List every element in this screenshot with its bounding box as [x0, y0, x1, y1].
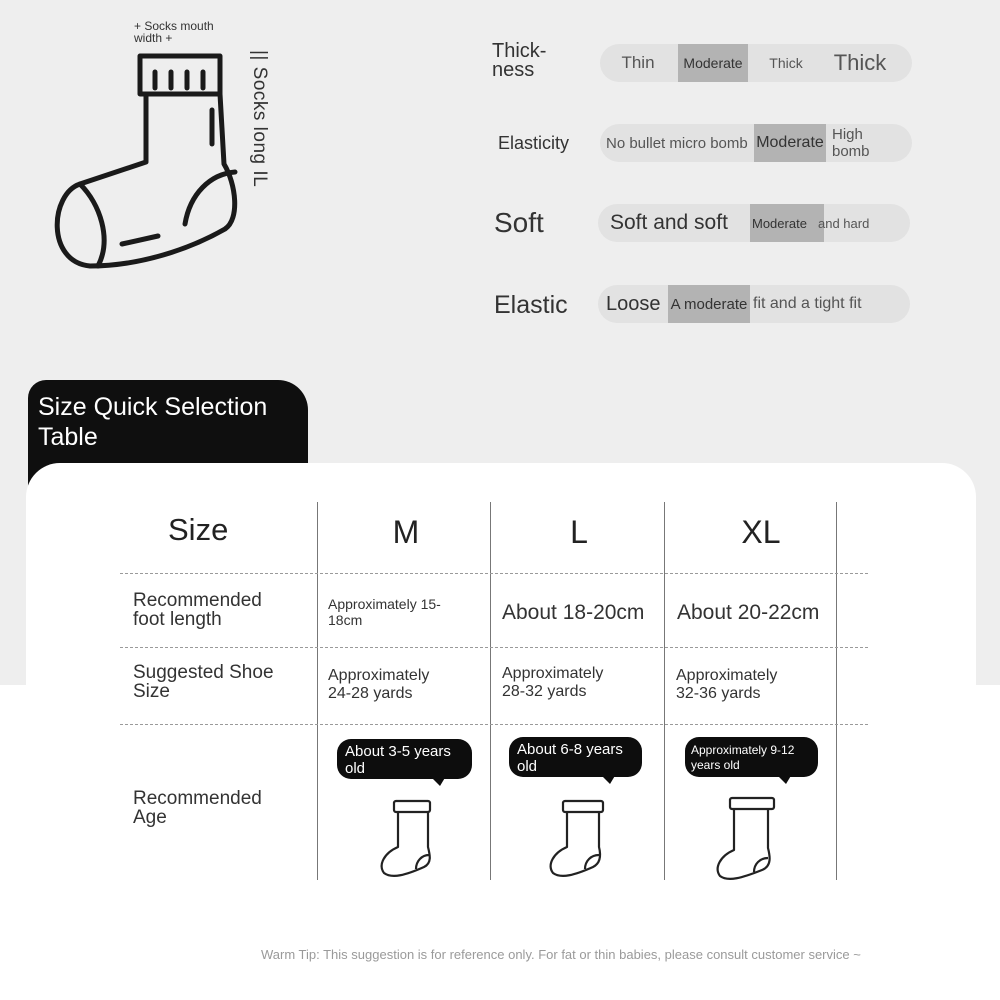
softness-scale: [598, 204, 910, 242]
elasticity-scale: [600, 124, 912, 162]
table-divider: [664, 502, 665, 880]
warm-tip-note: Warm Tip: This suggestion is for reference only. For fat or thin babies, please consult customer service ~: [261, 947, 861, 962]
sock-mouth-width-label: [134, 20, 214, 44]
foot-length-xl: About 20-22cm: [677, 601, 820, 624]
elasticity-option-low: No bullet micro bomb: [606, 134, 748, 152]
foot-length-l: About 18-20cm: [502, 601, 645, 624]
section-title-line2: Table: [38, 423, 98, 451]
shoe-size-l-line2: 28-32 yards: [502, 683, 587, 700]
foot-length-m: Approximately 15-18cm: [328, 596, 441, 628]
shoe-size-xl-line1: Approximately: [676, 667, 778, 684]
foot-length-label-line2: foot length: [133, 609, 222, 630]
age-label-line2: Age: [133, 807, 167, 828]
age-bubble-xl: Approximately 9-12 years old: [685, 737, 818, 777]
table-row-divider: [120, 647, 868, 648]
shoe-size-label-line1: Suggested Shoe: [133, 662, 274, 683]
small-sock-icon: [708, 794, 780, 884]
thickness-scale: [600, 44, 912, 82]
fit-scale: [598, 285, 910, 323]
size-header-label: Size: [168, 512, 229, 547]
mouth-label-line1: + Socks mouth: [134, 19, 214, 33]
sock-outline-icon: [40, 14, 280, 284]
thickness-label: [492, 42, 546, 80]
shoe-size-label: [133, 663, 274, 701]
table-divider: [836, 502, 837, 880]
elastic-label: Elastic: [494, 291, 568, 319]
thickness-label-line1: Thick-: [492, 40, 547, 62]
mouth-label-line2: width +: [134, 31, 173, 45]
table-row-divider: [120, 724, 868, 725]
thickness-label-line2: ness: [492, 59, 535, 81]
section-title-line1: Size Quick Selection: [38, 393, 268, 421]
size-xl-header: XL: [741, 514, 781, 550]
thickness-option-thick-large: Thick: [833, 50, 887, 75]
elasticity-option-high: High bomb: [832, 126, 870, 160]
shoe-size-label-line2: Size: [133, 681, 170, 702]
foot-length-label: [133, 591, 262, 629]
shoe-size-l: [502, 665, 603, 701]
age-bubble-l: About 6-8 years old: [509, 737, 642, 777]
shoe-size-m: [328, 667, 429, 703]
soft-option-moderate: Moderate: [750, 204, 824, 242]
sock-diagram: [40, 14, 280, 284]
shoe-size-m-line1: Approximately: [328, 667, 430, 684]
table-divider: [490, 502, 491, 880]
fit-option-moderate: A moderate: [668, 285, 750, 323]
elasticity-label: Elasticity: [498, 133, 570, 153]
fit-option-tight: fit and a tight fit: [753, 295, 862, 312]
fit-option-loose: Loose: [606, 292, 661, 315]
age-label-line1: Recommended: [133, 788, 262, 809]
soft-label: Soft: [494, 207, 544, 238]
thickness-option-thick: Thick: [769, 55, 803, 71]
thickness-option-thin: Thin: [621, 53, 655, 72]
small-sock-icon: [372, 797, 442, 881]
shoe-size-xl: [676, 667, 777, 703]
shoe-size-l-line1: Approximately: [502, 665, 604, 682]
small-sock-icon: [541, 797, 611, 881]
section-title: [38, 392, 298, 452]
table-row-divider: [120, 573, 868, 574]
soft-option-hard: and hard: [818, 215, 870, 231]
sock-length-label: || Socks long IL: [249, 50, 270, 188]
thickness-option-moderate: Moderate: [678, 44, 748, 82]
shoe-size-m-line2: 24-28 yards: [328, 685, 413, 702]
age-bubble-m: About 3-5 years old: [337, 739, 472, 779]
size-m-header: M: [392, 514, 420, 550]
size-l-header: L: [570, 514, 588, 550]
foot-length-label-line1: Recommended: [133, 590, 262, 611]
shoe-size-xl-line2: 32-36 yards: [676, 685, 761, 702]
soft-option-soft: Soft and soft: [610, 211, 728, 234]
table-divider: [317, 502, 318, 880]
elasticity-option-moderate: Moderate: [754, 124, 826, 162]
age-label: [133, 789, 262, 827]
